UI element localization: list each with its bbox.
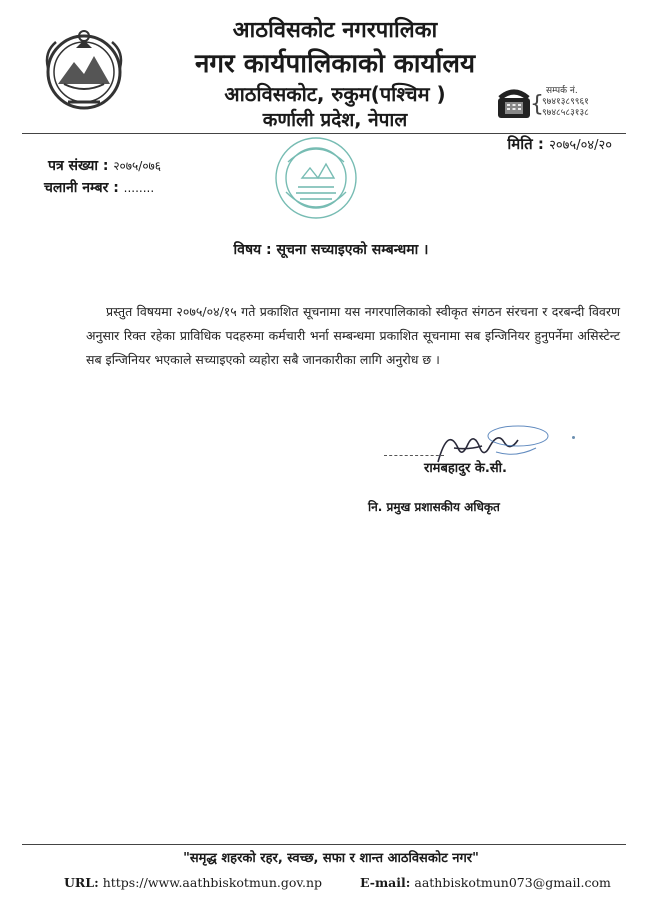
footer-divider [22, 844, 626, 845]
chalani-label: चलानी नम्बर : [44, 180, 119, 196]
patra-label: पत्र संख्या : [48, 158, 109, 174]
signature-line [384, 455, 444, 456]
letter-body: प्रस्तुत विषयमा २०७५/०४/१५ गते प्रकाशित सूचनामा यस नगरपालिकाको स्वीकृत संगठन संरचना र दरबन्दी विवरण अनुसार रिक्त रहेका प्राविधिक पदहरुमा कर्मचारी भर्ना सम्बन्धमा प्रकाशित सूचनामा सब इन्जिनियर हुनुपर्नेमा असिस्टेन्ट सब इन्जिनियर भएकाले सच्याइएको व्यहोरा सबै जानकारीका लागि अनुरोध छ । [86, 304, 620, 367]
contact-block [530, 86, 589, 119]
signatory-title: नि. प्रमुख प्रशासकीय अधिकृत [368, 500, 500, 514]
nepal-emblem-icon [38, 22, 130, 114]
province-address: कर्णाली प्रदेश, नेपाल [262, 109, 408, 131]
patra-value: २०७५/०७६ [113, 159, 162, 173]
office-stamp-icon [258, 132, 370, 236]
contact-number-2: ९७४८५८३१३८ [542, 108, 589, 118]
subject-line: विषय : सूचना सच्याइएको सम्बन्धमा । [233, 242, 429, 258]
office-address: आठविसकोट, रुकुम(पश्चिम ) [224, 82, 446, 106]
signatory-name: रामबहादुर के.सी. [424, 461, 507, 476]
date-line [507, 134, 612, 154]
office-name: नगर कार्यपालिकाको कार्यालय [194, 49, 476, 79]
chalani-number [44, 178, 154, 197]
footer-email [360, 875, 611, 890]
contact-label: सम्पर्क नं. [546, 86, 578, 96]
url-link[interactable]: https://www.aathbiskotmun.gov.np [102, 875, 322, 890]
patra-sankhya [48, 156, 161, 175]
telephone-icon [496, 88, 532, 120]
municipality-name: आठविसकोट नगरपालिका [232, 18, 438, 43]
footer-url [64, 875, 322, 890]
email-link[interactable]: aathbiskotmun073@gmail.com [414, 875, 611, 890]
footer-slogan: "समृद्ध शहरको रहर, स्वच्छ, सफा र शान्त आठविसकोट नगर" [183, 851, 479, 866]
email-label: E-mail: [360, 875, 411, 890]
url-label: URL: [64, 875, 99, 890]
brace-icon: { [530, 92, 544, 117]
date-label: मिति : [507, 135, 544, 153]
ink-dot [572, 436, 575, 439]
chalani-value: ........ [123, 181, 155, 195]
contact-number-1: ९७४१३८९९६१ [542, 97, 589, 107]
date-value: २०७५/०४/२० [549, 138, 612, 153]
